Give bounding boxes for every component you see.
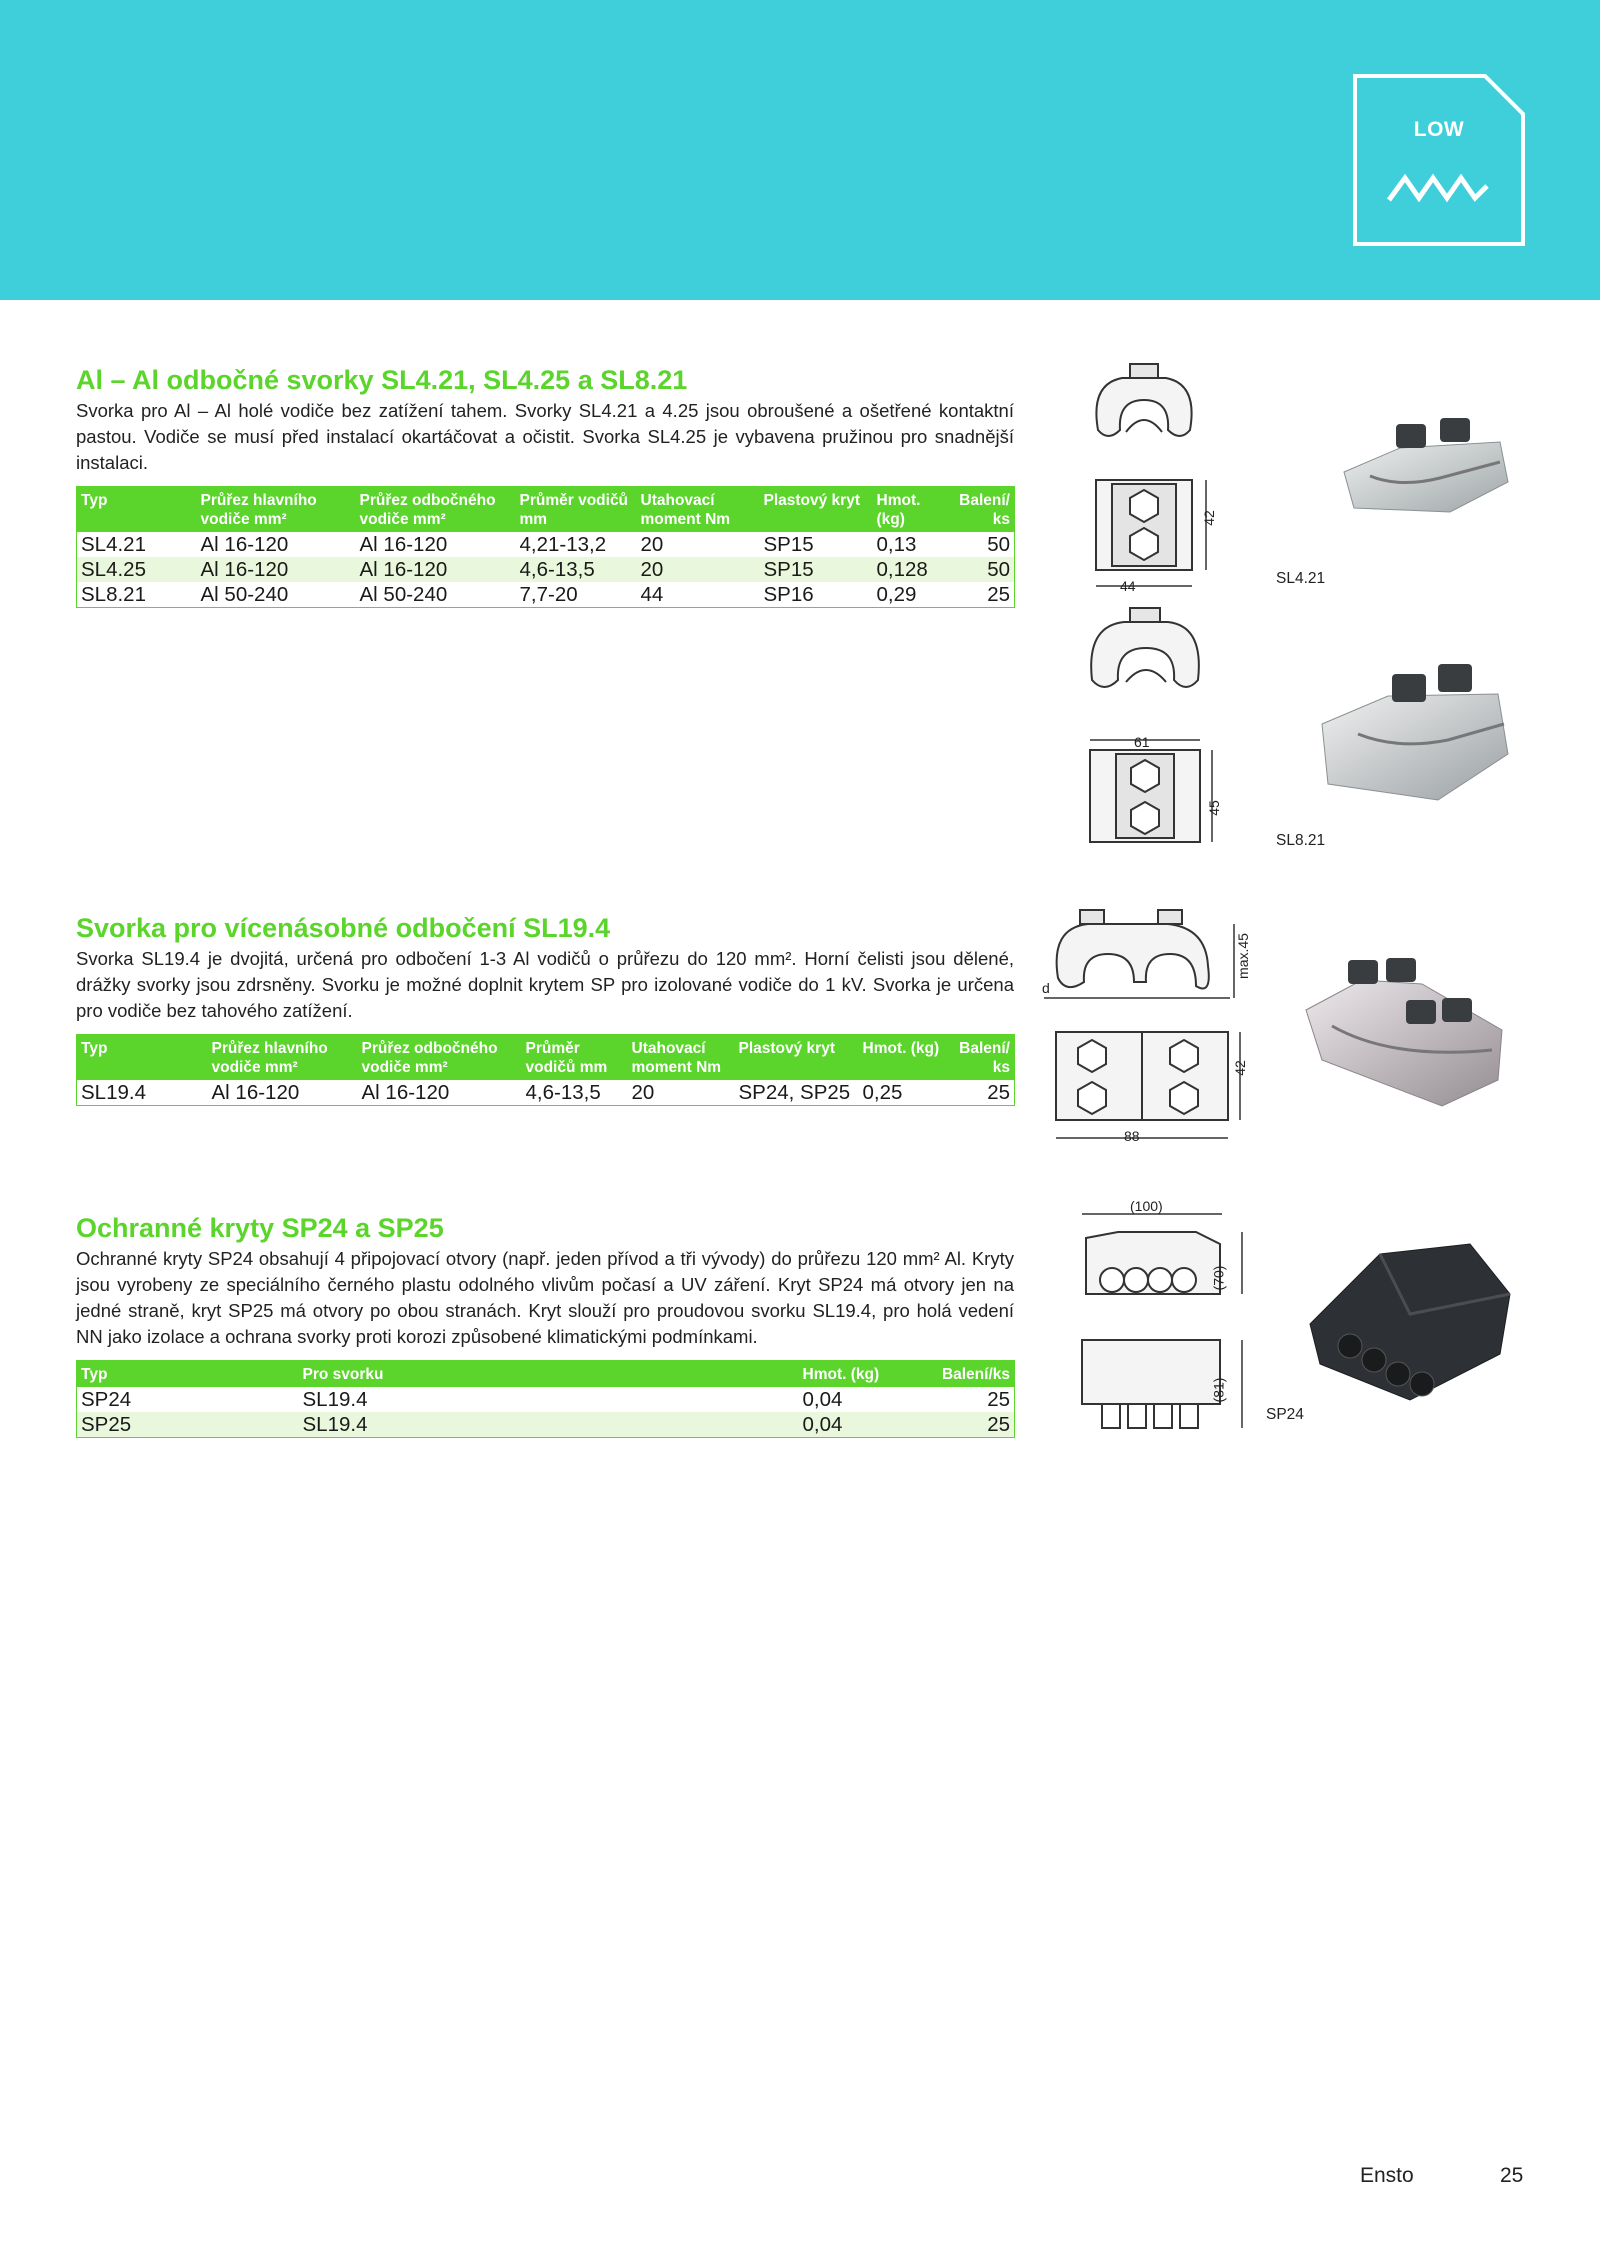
cell: 25 <box>929 1412 1015 1438</box>
col-header: Typ <box>77 1361 299 1388</box>
cell: 4,6-13,5 <box>516 557 637 582</box>
col-header: Průřez hlavního vodiče mm² <box>208 1035 358 1081</box>
cell: 25 <box>987 1081 1010 1104</box>
spec-table <box>76 486 1015 608</box>
cell: SL19.4 <box>81 1081 146 1104</box>
cell: 7,7-20 <box>519 583 578 606</box>
section-description: Svorka pro Al – Al holé vodiče bez zatížení tahem. Svorky SL4.21 a 4.25 jsou obroušené a ošetřené kontaktní pastou. Vodiče se musí před instalací okartáčovat a očistit. Svorka SL4.25 je vybavena pružinou pro snadnější instalaci. <box>76 400 1014 473</box>
cell: 0,25 <box>862 1081 903 1104</box>
sl821-photo <box>1318 654 1514 804</box>
wave-icon <box>1389 178 1487 200</box>
dimension-label: 61 <box>1134 734 1150 750</box>
cell: SP15 <box>763 533 814 556</box>
cell: SL19.4 <box>299 1412 799 1438</box>
low-voltage-badge <box>1353 74 1525 246</box>
col-header: Typ <box>77 1035 208 1081</box>
col-header: Balení/ ks <box>944 1035 1015 1081</box>
sp24-photo <box>1300 1234 1514 1404</box>
footer-brand: Ensto <box>1360 2164 1414 2187</box>
dimension-label: 88 <box>1124 1128 1140 1144</box>
col-header: Balení/ ks <box>948 487 1015 533</box>
badge-label: LOW <box>1413 118 1465 141</box>
product-caption: SP24 <box>1266 1406 1304 1423</box>
cell: SP16 <box>763 583 814 606</box>
cell: Al 16-120 <box>211 1081 300 1104</box>
table-row <box>77 1080 1015 1106</box>
cell: 50 <box>948 557 1015 582</box>
cell: 0,13 <box>876 533 917 556</box>
cell: 20 <box>640 533 664 556</box>
cell: SL4.21 <box>81 533 146 556</box>
col-header: Plastový kryt <box>760 487 873 533</box>
section-title: Svorka pro vícenásobné odbočení SL19.4 <box>76 913 611 943</box>
section-title: Ochranné kryty SP24 a SP25 <box>76 1213 444 1243</box>
col-header: Průřez hlavního vodiče mm² <box>197 487 356 533</box>
spec-table <box>76 1360 1015 1438</box>
cell: Al 50-240 <box>359 583 448 606</box>
section-description: Ochranné kryty SP24 obsahují 4 připojovací otvory (např. jeden přívod a tři vývody) do průřezu 120 mm² Al. Kryty jsou vyrobeny ze speciálního černého plastu odolného vlivům počasí a UV záření. Kryt SP24 má otvory jen na jedné straně, kryt SP25 má otvory po obou stranách. Kryt slouží pro proudovou svorku SL19.4, pro holá vedení NN jako izolace a ochrana svorky proti korozi způsobené klimatickými podmínkami. <box>76 1248 1014 1347</box>
page-number: 25 <box>1500 2164 1524 2187</box>
product-caption: SL4.21 <box>1276 570 1326 587</box>
sl194-drawing <box>1036 906 1258 1146</box>
sl421-photo <box>1340 412 1512 522</box>
sp24-drawing <box>1072 1200 1252 1450</box>
col-header: Hmot. (kg) <box>873 487 948 533</box>
cell: 25 <box>987 1388 1010 1411</box>
dimension-label: 42 <box>1231 1060 1248 1076</box>
cell: 0,29 <box>876 583 917 606</box>
sl421-drawing <box>1082 356 1232 592</box>
table-row <box>77 532 1015 557</box>
product-caption: SL8.21 <box>1276 832 1326 849</box>
cell: 20 <box>637 557 760 582</box>
cell: SL19.4 <box>302 1388 368 1411</box>
cell: Al 50-240 <box>200 583 289 606</box>
cell: SP24 <box>81 1388 132 1411</box>
cell: Al 16-120 <box>361 1081 450 1104</box>
cell: Al 16-120 <box>359 533 448 556</box>
dimension-label: 45 <box>1205 800 1222 816</box>
section-sl4 <box>76 364 1014 608</box>
table-row <box>77 1412 1015 1438</box>
col-header: Průměr vodičů mm <box>522 1035 628 1081</box>
cell: 25 <box>987 583 1010 606</box>
dimension-label: (100) <box>1130 1198 1163 1214</box>
cell: 0,04 <box>802 1388 843 1411</box>
col-header: Průměr vodičů mm <box>516 487 637 533</box>
cell: SL8.21 <box>81 583 146 606</box>
cell: 20 <box>631 1081 655 1104</box>
col-header: Průřez odbočného vodiče mm² <box>356 487 516 533</box>
cell: 50 <box>987 533 1010 556</box>
cell: 4,6-13,5 <box>525 1081 601 1104</box>
section-description: Svorka SL19.4 je dvojitá, určená pro odbočení 1-3 Al vodičů o průřezu do 120 mm². Horní čelisti jsou dělené, drážky svorky jsou zdrsněny. Svorku je možné doplnit krytem SP pro izolované vodiče do 1 kV. Svorka je určena pro vodiče bez tahového zatížení. <box>76 948 1014 1021</box>
dimension-label: 44 <box>1120 578 1136 594</box>
col-header: Průřez odbočného vodiče mm² <box>358 1035 522 1081</box>
cell: Al 16-120 <box>197 557 356 582</box>
dimension-label: 42 <box>1200 510 1217 526</box>
table-row <box>77 557 1015 582</box>
section-sp24 <box>76 1212 1014 1438</box>
col-header: Hmot. (kg) <box>799 1361 929 1388</box>
dimension-label: (81) <box>1210 1377 1227 1403</box>
cell: 44 <box>640 583 664 606</box>
col-header: Utahovací moment Nm <box>628 1035 735 1081</box>
col-header: Pro svorku <box>299 1361 799 1388</box>
dimension-label: (70) <box>1210 1265 1227 1291</box>
col-header: Balení/ks <box>929 1361 1015 1388</box>
cell: Al 16-120 <box>356 557 516 582</box>
cell: 0,04 <box>799 1412 929 1438</box>
section-title: Al – Al odbočné svorky SL4.21, SL4.25 a SL8.21 <box>76 365 688 395</box>
cell: 0,128 <box>873 557 948 582</box>
table-row <box>77 582 1015 608</box>
cell: 4,21-13,2 <box>519 533 607 556</box>
cell: Al 16-120 <box>200 533 289 556</box>
cell: SL4.25 <box>77 557 197 582</box>
col-header: Typ <box>77 487 197 533</box>
cell: SP24, SP25 <box>738 1081 851 1104</box>
col-header: Plastový kryt <box>735 1035 859 1081</box>
col-header: Hmot. (kg) <box>859 1035 944 1081</box>
section-sl19 <box>76 912 1014 1106</box>
sl194-photo <box>1302 950 1512 1110</box>
cell: SP15 <box>760 557 873 582</box>
cell: SP25 <box>77 1412 299 1438</box>
spec-table <box>76 1034 1015 1106</box>
col-header: Utahovací moment Nm <box>637 487 760 533</box>
dimension-label: max.45 <box>1234 933 1251 979</box>
table-row <box>77 1387 1015 1412</box>
dimension-label: d <box>1042 980 1050 996</box>
